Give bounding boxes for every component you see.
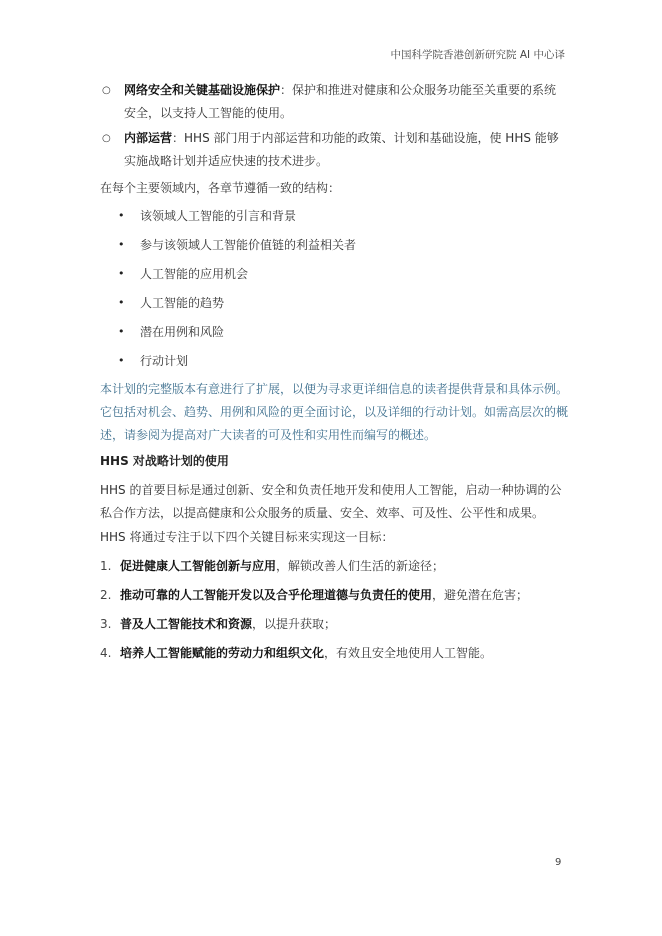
note-paragraph: 本计划的完整版本有意进行了扩展，以便为寻求更详细信息的读者提供背景和具体示例。它包括对机会、趋势、用例和风险的更全面讨论，以及详细的行动计划。如需高层次的概述，请参阅为提高对广大读者的可及性和实用性而编写的概述。 <box>100 382 569 442</box>
page-number: 9 <box>555 857 562 868</box>
list-item-text: 该领域人工智能的引言和背景 <box>140 209 297 223</box>
list-item-text: 潜在用例和风险 <box>140 325 225 339</box>
goal-text: ，避免潜在危害； <box>432 588 529 602</box>
goal-bold: 培养人工智能赋能的劳动力和组织文化 <box>120 646 325 660</box>
list-item <box>118 351 189 371</box>
goal-number: 1. <box>100 559 112 573</box>
hollow-bullet-icon: ○ <box>102 133 111 144</box>
hollow-bullet-icon: ○ <box>102 85 111 96</box>
list-item <box>118 293 225 313</box>
goal-bold: 促进健康人工智能创新与应用 <box>120 559 277 573</box>
structure-intro: 在每个主要领域内，各章节遵循一致的结构： <box>100 181 341 195</box>
list-item-text: 参与该领域人工智能价值链的利益相关者 <box>140 238 357 252</box>
goal-bold: 推动可靠的人工智能开发以及合乎伦理道德与负责任的使用 <box>120 588 433 602</box>
bullet-icon: • <box>118 267 125 280</box>
goal-number: 2. <box>100 588 112 602</box>
sub-list-item <box>102 79 564 125</box>
list-item <box>118 235 357 255</box>
goal-item <box>100 585 528 605</box>
section-paragraph-2: HHS 将通过专注于以下四个关键目标来实现这一目标： <box>100 530 394 544</box>
goal-number: 4. <box>100 646 112 660</box>
goal-text: ，以提升获取； <box>252 617 337 631</box>
goal-bold: 普及人工智能技术和资源 <box>120 617 253 631</box>
list-item-text: 人工智能的应用机会 <box>140 267 249 281</box>
bullet-icon: • <box>118 296 125 309</box>
goal-item <box>100 614 336 634</box>
list-item <box>118 264 249 284</box>
running-header: 中国科学院香港创新研究院 AI 中心译 <box>390 49 565 61</box>
sub-list-item <box>102 127 564 173</box>
goal-item <box>100 556 444 576</box>
goal-number: 3. <box>100 617 112 631</box>
list-item <box>118 322 225 342</box>
bullet-icon: • <box>118 354 125 367</box>
bullet-icon: • <box>118 209 125 222</box>
item-bold-term: 网络安全和关键基础设施保护 <box>124 83 281 97</box>
item-bold-term: 内部运营 <box>124 131 173 145</box>
item-text: ：保护和推进对健康和公众服务功能至关重要的系统安全，以支持人工智能的使用。 <box>124 83 557 120</box>
list-item <box>118 206 297 226</box>
bullet-icon: • <box>118 325 125 338</box>
goal-text: ，解锁改善人们生活的新途径； <box>276 559 445 573</box>
item-text: ：HHS 部门用于内部运营和功能的政策、计划和基础设施，使 HHS 能够实施战略计划并适应快速的技术进步。 <box>124 131 559 168</box>
bullet-icon: • <box>118 238 125 251</box>
goal-item <box>100 643 492 663</box>
section-paragraph-1: HHS 的首要目标是通过创新、安全和负责任地开发和使用人工智能，启动一种协调的公私合作方法，以提高健康和公众服务的质量、安全、效率、可及性、公平性和成果。 <box>100 483 562 520</box>
section-heading: HHS 对战略计划的使用 <box>100 454 229 468</box>
list-item-text: 行动计划 <box>140 354 189 368</box>
goal-text: ，有效且安全地使用人工智能。 <box>324 646 493 660</box>
list-item-text: 人工智能的趋势 <box>140 296 225 310</box>
